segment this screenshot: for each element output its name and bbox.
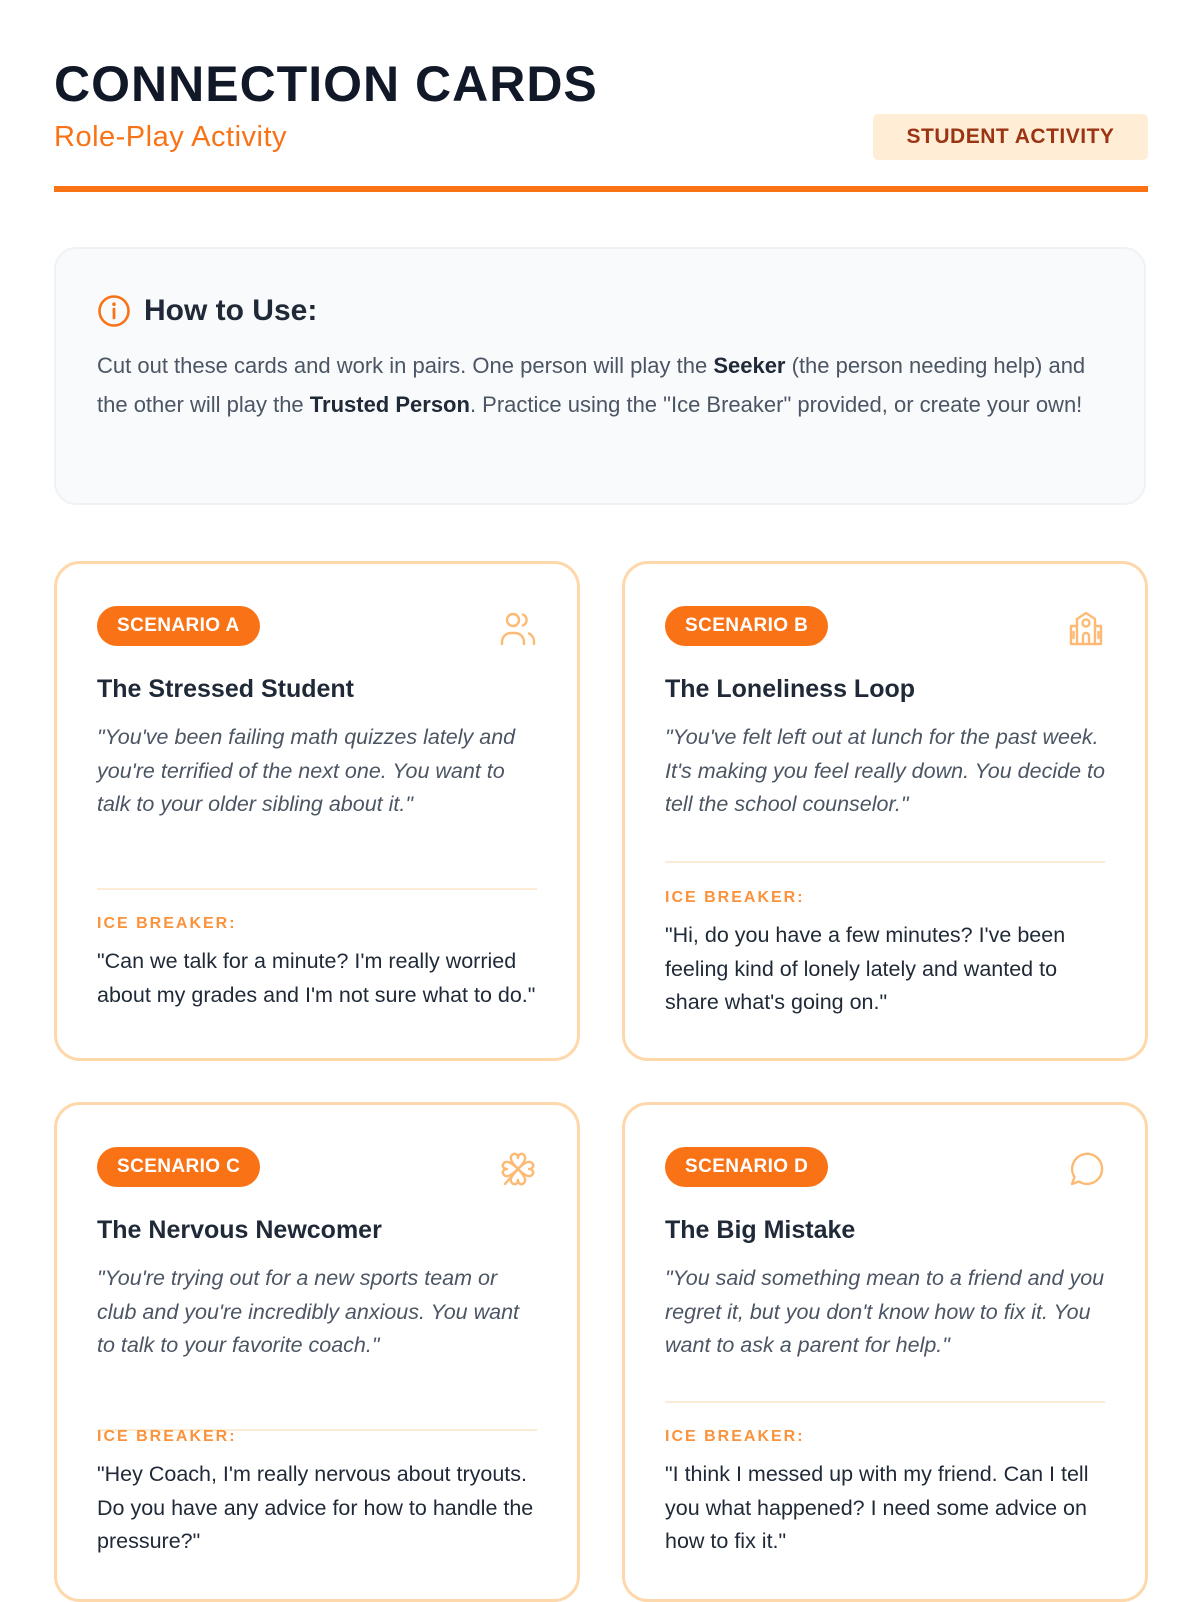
chat-bubble-icon [1067,1150,1105,1188]
scenario-card-b [622,561,1148,1061]
scenario-badge: SCENARIO A [97,606,260,646]
how-to-use-box [54,247,1146,505]
scenario-description: "You've felt left out at lunch for the past week. It's making you feel really down. You decide to tell the school counselor." [665,725,1105,816]
header-divider [54,186,1148,192]
instructions-text-2: (the person needing help) and the other will play the [97,353,1086,417]
scenario-title: The Stressed Student [97,675,354,703]
ice-breaker-text: "Hey Coach, I'm really nervous about tryouts. Do you have any advice for how to handle the pressure?" [97,1462,534,1553]
card-divider [665,861,1105,863]
scenario-card-a [54,561,580,1061]
ice-breaker-label: ICE BREAKER: [97,1428,237,1445]
scenario-title: The Loneliness Loop [665,675,916,703]
page-subtitle: Role-Play Activity [54,121,288,153]
page-header [54,0,1148,193]
how-to-use-title: How to Use: [144,294,318,327]
instructions-text-3: . Practice using the "Ice Breaker" provided, or create your own! [469,391,1083,417]
scenario-description: "You said something mean to a friend and you regret it, but you don't know how to fix it. You want to ask a parent for help." [665,1266,1105,1357]
scenario-badge: SCENARIO D [665,1147,828,1187]
ice-breaker-text: "I think I messed up with my friend. Can I tell you what happened? I need some advice on how to fix it." [665,1462,1089,1553]
worksheet-page [54,0,1148,1553]
card-divider [97,888,537,890]
school-icon [1067,609,1105,647]
ice-breaker-text: "Can we talk for a minute? I'm really worried about my grades and I'm not sure what to do." [97,949,536,1007]
scenario-title: The Big Mistake [665,1216,856,1244]
scenario-title: The Nervous Newcomer [97,1216,382,1244]
scenario-card-d [622,1102,1148,1602]
ice-breaker-label: ICE BREAKER: [97,915,237,932]
scenario-description: "You're trying out for a new sports team or club and you're incredibly anxious. You want to talk to your favorite coach." [97,1266,520,1357]
info-icon [97,294,131,328]
how-to-use-instructions [97,347,1097,424]
scenario-description: "You've been failing math quizzes lately and you're terrified of the next one. You want to talk to your older sibling about it." [97,725,516,816]
ice-breaker-label: ICE BREAKER: [665,1428,805,1445]
scenario-badge: SCENARIO B [665,606,828,646]
seeker-term: Seeker [713,353,786,378]
card-divider [665,1401,1105,1403]
student-activity-badge: STUDENT ACTIVITY [873,114,1148,160]
trusted-person-term: Trusted Person [309,391,470,417]
clover-icon [499,1150,537,1188]
instructions-text-1: Cut out these cards and work in pairs. One person will play the [97,353,714,378]
ice-breaker-label: ICE BREAKER: [665,889,805,906]
scenario-card-c [54,1102,580,1602]
users-icon [499,609,537,647]
ice-breaker-text: "Hi, do you have a few minutes? I've been feeling kind of lonely lately and wanted to share what's going on." [665,923,1066,1014]
page-title: CONNECTION CARDS [54,56,598,112]
how-to-use-heading [97,294,317,328]
scenario-badge: SCENARIO C [97,1147,260,1187]
